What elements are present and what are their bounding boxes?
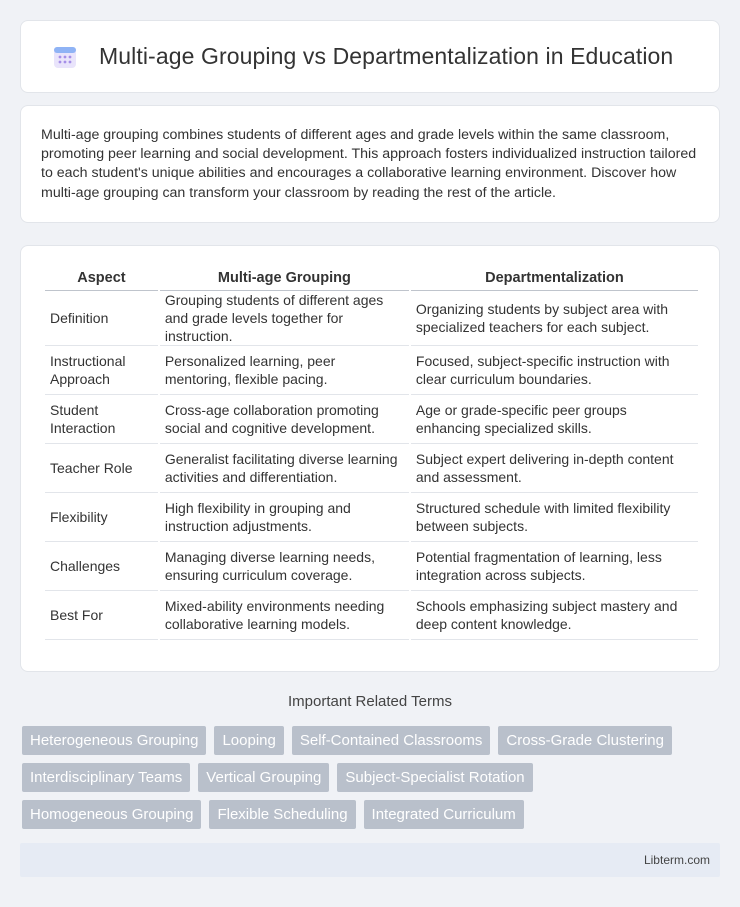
- aspect-cell: Instructional Approach: [45, 346, 158, 395]
- table-row: [45, 291, 698, 346]
- tag-homogeneous-grouping[interactable]: Homogeneous Grouping: [22, 800, 201, 829]
- header-aspect: Aspect: [45, 265, 158, 291]
- aspect-cell: Flexibility: [45, 493, 158, 542]
- multi-age-cell: Personalized learning, peer mentoring, flexible pacing.: [160, 346, 409, 395]
- departmentalization-cell: Age or grade-specific peer groups enhancing specialized skills.: [411, 395, 698, 444]
- table-header-row: [45, 265, 698, 291]
- tag-looping[interactable]: Looping: [214, 726, 283, 755]
- aspect-cell: Challenges: [45, 542, 158, 591]
- tag-integrated-curriculum[interactable]: Integrated Curriculum: [364, 800, 524, 829]
- aspect-cell: Student Interaction: [45, 395, 158, 444]
- departmentalization-cell: Focused, subject-specific instruction with clear curriculum boundaries.: [411, 346, 698, 395]
- intro-card: [20, 105, 720, 223]
- departmentalization-cell: Schools emphasizing subject mastery and deep content knowledge.: [411, 591, 698, 640]
- multi-age-cell: Grouping students of different ages and grade levels together for instruction.: [160, 291, 409, 346]
- header-departmentalization: Departmentalization: [411, 265, 698, 291]
- multi-age-cell: Cross-age collaboration promoting social and cognitive development.: [160, 395, 409, 444]
- related-terms-list: [22, 726, 722, 837]
- header-multi-age: Multi-age Grouping: [160, 265, 409, 291]
- footer-brand-link[interactable]: Libterm.com: [643, 853, 710, 867]
- table-row: [45, 493, 698, 542]
- table-row: [45, 395, 698, 444]
- tag-vertical-grouping[interactable]: Vertical Grouping: [198, 763, 329, 792]
- multi-age-cell: Generalist facilitating diverse learning activities and differentiation.: [160, 444, 409, 493]
- departmentalization-cell: Structured schedule with limited flexibility between subjects.: [411, 493, 698, 542]
- calendar-icon: [51, 43, 79, 71]
- tag-row: [22, 763, 722, 792]
- table-row: [45, 542, 698, 591]
- aspect-cell: Definition: [45, 291, 158, 346]
- tag-subject-specialist-rotation[interactable]: Subject-Specialist Rotation: [337, 763, 532, 792]
- intro-text: Multi-age grouping combines students of different ages and grade levels within the same classroom, promoting peer learning and social development. This approach fosters individualized instruction tailored to each student's unique abilities and encourages a collaborative learning environment. Discover how multi-age grouping can transform your classroom by reading the rest of the article.: [41, 127, 697, 201]
- tag-cross-grade-clustering[interactable]: Cross-Grade Clustering: [498, 726, 672, 755]
- multi-age-cell: Managing diverse learning needs, ensuring curriculum coverage.: [160, 542, 409, 591]
- departmentalization-cell: Subject expert delivering in-depth content and assessment.: [411, 444, 698, 493]
- footer: [20, 843, 720, 877]
- title-card: [20, 20, 720, 93]
- tag-row: [22, 800, 722, 829]
- tag-heterogeneous-grouping[interactable]: Heterogeneous Grouping: [22, 726, 206, 755]
- tag-self-contained-classrooms[interactable]: Self-Contained Classrooms: [292, 726, 491, 755]
- table-row: [45, 591, 698, 640]
- multi-age-cell: High flexibility in grouping and instruction adjustments.: [160, 493, 409, 542]
- comparison-table-card: [20, 245, 720, 672]
- aspect-cell: Best For: [45, 591, 158, 640]
- tag-interdisciplinary-teams[interactable]: Interdisciplinary Teams: [22, 763, 190, 792]
- tag-flexible-scheduling[interactable]: Flexible Scheduling: [209, 800, 355, 829]
- comparison-table: [43, 265, 700, 640]
- departmentalization-cell: Potential fragmentation of learning, less integration across subjects.: [411, 542, 698, 591]
- page-title: Multi-age Grouping vs Departmentalization in Education: [99, 43, 674, 69]
- departmentalization-cell: Organizing students by subject area with specialized teachers for each subject.: [411, 291, 698, 346]
- table-row: [45, 444, 698, 493]
- related-terms-title: Important Related Terms: [288, 693, 452, 710]
- table-row: [45, 346, 698, 395]
- aspect-cell: Teacher Role: [45, 444, 158, 493]
- tag-row: [22, 726, 722, 755]
- multi-age-cell: Mixed-ability environments needing collaborative learning models.: [160, 591, 409, 640]
